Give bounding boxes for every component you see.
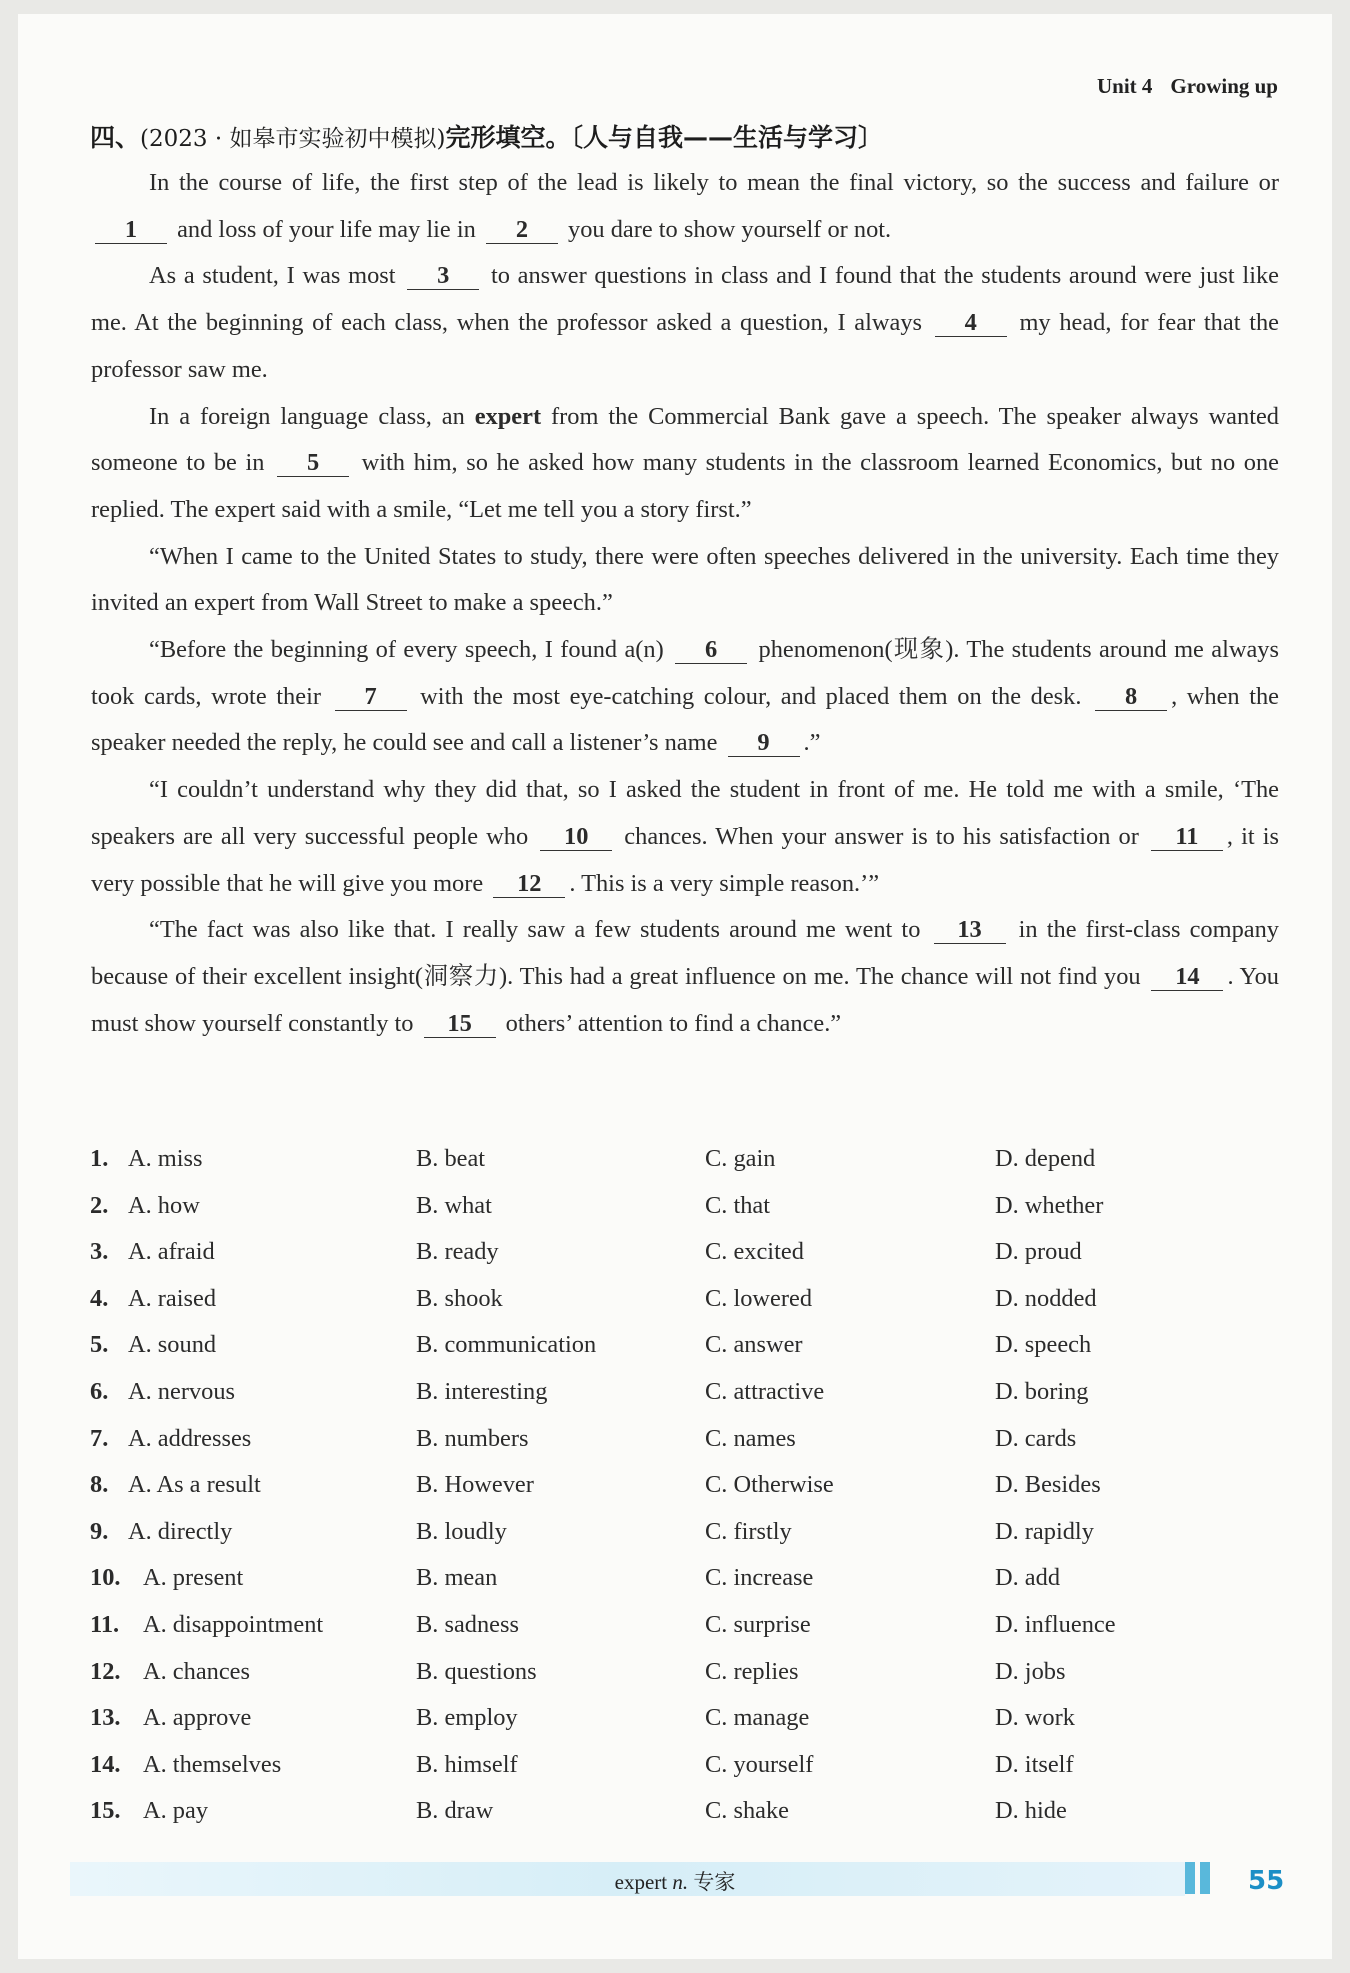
option-a[interactable]: A. As a result bbox=[128, 1471, 261, 1499]
passage-text: with the most eye-catching colour, and placed them on the desk. bbox=[410, 682, 1092, 710]
footer-meaning: 专家 bbox=[693, 1870, 736, 1894]
question-number: 2. bbox=[90, 1191, 109, 1219]
option-b[interactable]: B. shook bbox=[416, 1284, 503, 1312]
section-theme: 〔人与自我——生活与学习〕 bbox=[570, 123, 883, 152]
question-number: 9. bbox=[90, 1517, 109, 1545]
question-row bbox=[90, 1471, 1290, 1518]
unit-header bbox=[1097, 74, 1278, 99]
option-c[interactable]: C. firstly bbox=[705, 1517, 792, 1545]
passage-paragraph bbox=[91, 394, 1279, 534]
footer-bar bbox=[1200, 1862, 1210, 1894]
option-b[interactable]: B. However bbox=[416, 1471, 534, 1499]
blank-7[interactable]: 7 bbox=[335, 684, 407, 711]
option-a[interactable]: A. sound bbox=[128, 1331, 217, 1359]
section-task: 完形填空。 bbox=[445, 123, 571, 152]
option-c[interactable]: C. lowered bbox=[705, 1284, 813, 1312]
footer-bars bbox=[1185, 1862, 1215, 1894]
unit-topic: Growing up bbox=[1170, 74, 1278, 98]
option-c[interactable]: C. increase bbox=[705, 1564, 814, 1592]
passage-text: in the first-class company because of their excellent insight(洞察力). This had a great influence on me. The chance will not find you bbox=[91, 916, 1279, 990]
passage-text: “Before the beginning of every speech, I found a(n) bbox=[149, 636, 672, 664]
option-c[interactable]: C. replies bbox=[705, 1657, 799, 1685]
option-d[interactable]: D. proud bbox=[995, 1238, 1082, 1266]
blank-15[interactable]: 15 bbox=[424, 1011, 496, 1038]
option-c[interactable]: C. names bbox=[705, 1424, 796, 1452]
option-b[interactable]: B. questions bbox=[416, 1657, 537, 1685]
option-c[interactable]: C. excited bbox=[705, 1238, 804, 1266]
passage-text: “When I came to the United States to study, there were often speeches delivered in the university. Each time they invited an expert from Wall Street to make a speech.” bbox=[91, 542, 1279, 617]
blank-8[interactable]: 8 bbox=[1095, 684, 1167, 711]
question-row bbox=[90, 1611, 1290, 1658]
blank-11[interactable]: 11 bbox=[1151, 824, 1223, 851]
question-number: 11. bbox=[90, 1610, 120, 1638]
option-b[interactable]: B. mean bbox=[416, 1564, 498, 1592]
passage-text: , when the speaker needed the reply, he could see and call a listener’s name bbox=[91, 682, 1279, 757]
question-row bbox=[90, 1564, 1290, 1611]
option-c[interactable]: C. shake bbox=[705, 1797, 789, 1825]
passage-text: . This is a very simple reason.’” bbox=[569, 869, 880, 897]
passage-paragraph bbox=[91, 907, 1279, 1047]
question-row bbox=[90, 1751, 1290, 1798]
blank-4[interactable]: 4 bbox=[935, 310, 1007, 337]
question-number: 10. bbox=[90, 1564, 121, 1592]
passage-text: to answer questions in class and I found that the students around were just like me. At the beginning of each class, when the professor asked a question, I always bbox=[91, 262, 1279, 337]
option-a[interactable]: A. how bbox=[128, 1191, 200, 1219]
option-d[interactable]: D. jobs bbox=[995, 1657, 1066, 1685]
blank-5[interactable]: 5 bbox=[277, 450, 349, 477]
question-row bbox=[90, 1704, 1290, 1751]
option-a[interactable]: A. approve bbox=[143, 1704, 252, 1732]
option-a[interactable]: A. present bbox=[143, 1564, 244, 1592]
question-number: 1. bbox=[90, 1145, 109, 1172]
option-d[interactable]: D. influence bbox=[995, 1610, 1116, 1638]
passage-text: As a student, I was most bbox=[149, 262, 404, 290]
option-b[interactable]: B. ready bbox=[416, 1238, 499, 1266]
option-b[interactable]: B. communication bbox=[416, 1331, 597, 1359]
option-a[interactable]: A. directly bbox=[128, 1517, 233, 1545]
option-c[interactable]: C. that bbox=[705, 1191, 771, 1219]
option-c[interactable]: C. answer bbox=[705, 1331, 803, 1359]
option-d[interactable]: D. itself bbox=[995, 1750, 1074, 1778]
passage-text: , it is very possible that he will give you more bbox=[91, 822, 1279, 897]
option-b[interactable]: B. draw bbox=[416, 1797, 494, 1825]
option-d[interactable]: D. cards bbox=[995, 1424, 1077, 1452]
option-b[interactable]: B. employ bbox=[416, 1704, 518, 1732]
unit-label: Unit 4 bbox=[1096, 74, 1153, 98]
passage-text: you dare to show yourself or not. bbox=[561, 215, 892, 243]
passage-text: chances. When your answer is to his satisfaction or bbox=[616, 822, 1147, 850]
option-d[interactable]: D. rapidly bbox=[995, 1517, 1094, 1545]
passage-text: “The fact was also like that. I really saw a few students around me went to bbox=[149, 916, 930, 944]
option-c[interactable]: C. manage bbox=[705, 1704, 810, 1732]
passage-paragraph bbox=[91, 627, 1279, 767]
passage-text: . You must show yourself constantly to bbox=[91, 962, 1280, 1037]
blank-13[interactable]: 13 bbox=[934, 917, 1006, 944]
keyword: expert bbox=[474, 402, 542, 430]
option-b[interactable]: B. loudly bbox=[416, 1517, 507, 1545]
blank-14[interactable]: 14 bbox=[1151, 964, 1223, 991]
option-a[interactable]: A. nervous bbox=[128, 1377, 236, 1405]
blank-3[interactable]: 3 bbox=[407, 263, 479, 290]
question-number: 15. bbox=[90, 1797, 121, 1825]
question-row bbox=[90, 1192, 1290, 1239]
option-b[interactable]: B. himself bbox=[416, 1750, 518, 1778]
section-source: (2023 · 如皋市实验初中模拟) bbox=[140, 126, 446, 152]
passage-text: phenomenon(现象). The students around me always took cards, wrote their bbox=[91, 636, 1279, 710]
option-d[interactable]: D. whether bbox=[995, 1191, 1104, 1219]
question-number: 6. bbox=[90, 1377, 109, 1405]
passage-paragraph bbox=[91, 534, 1279, 627]
option-b[interactable]: B. interesting bbox=[416, 1377, 548, 1405]
blank-1[interactable]: 1 bbox=[95, 217, 167, 244]
footer-pos: n. bbox=[672, 1870, 689, 1894]
option-c[interactable]: C. attractive bbox=[705, 1377, 825, 1405]
option-a[interactable]: A. themselves bbox=[143, 1750, 282, 1778]
blank-12[interactable]: 12 bbox=[493, 871, 565, 898]
question-row bbox=[90, 1425, 1290, 1472]
option-a[interactable]: A. miss bbox=[128, 1145, 203, 1172]
option-d[interactable]: D. depend bbox=[995, 1145, 1096, 1172]
passage-paragraph bbox=[91, 253, 1279, 393]
question-row bbox=[90, 1331, 1290, 1378]
question-row bbox=[90, 1518, 1290, 1565]
option-d[interactable]: D. nodded bbox=[995, 1284, 1097, 1312]
section-title bbox=[90, 118, 883, 154]
question-number: 7. bbox=[90, 1424, 109, 1452]
option-c[interactable]: C. yourself bbox=[705, 1750, 814, 1778]
question-row bbox=[90, 1285, 1290, 1332]
question-number: 13. bbox=[90, 1704, 121, 1732]
blank-10[interactable]: 10 bbox=[540, 824, 612, 851]
passage-text: In the course of life, the first step of the lead is likely to mean the final victory, so the success and failure or bbox=[149, 169, 1279, 196]
footer-word: expert bbox=[614, 1870, 668, 1894]
option-a[interactable]: A. addresses bbox=[128, 1424, 252, 1452]
blank-9[interactable]: 9 bbox=[728, 730, 800, 757]
option-b[interactable]: B. numbers bbox=[416, 1424, 529, 1452]
question-row bbox=[90, 1797, 1290, 1844]
question-row bbox=[90, 1238, 1290, 1285]
option-b[interactable]: B. what bbox=[416, 1191, 492, 1219]
question-number: 4. bbox=[90, 1284, 109, 1312]
footer-vocab bbox=[0, 1866, 1350, 1896]
option-a[interactable]: A. afraid bbox=[128, 1238, 215, 1266]
question-number: 12. bbox=[90, 1657, 121, 1685]
option-a[interactable]: A. chances bbox=[143, 1657, 250, 1685]
passage-paragraph bbox=[91, 767, 1279, 907]
question-row bbox=[90, 1378, 1290, 1425]
option-b[interactable]: B. sadness bbox=[416, 1610, 519, 1638]
passage-text: my head, for fear that the professor saw me. bbox=[91, 309, 1279, 383]
cloze-passage bbox=[91, 160, 1279, 1047]
footer-bar bbox=[1185, 1862, 1195, 1894]
section-label: 四、 bbox=[90, 123, 141, 152]
option-b[interactable]: B. beat bbox=[416, 1145, 486, 1172]
passage-text: and loss of your life may lie in bbox=[171, 215, 482, 243]
option-d[interactable]: D. speech bbox=[995, 1331, 1092, 1359]
passage-text: others’ attention to find a chance.” bbox=[499, 1009, 842, 1037]
option-c[interactable]: C. surprise bbox=[705, 1610, 811, 1638]
option-a[interactable]: A. raised bbox=[128, 1284, 217, 1312]
option-a[interactable]: A. disappointment bbox=[143, 1610, 324, 1638]
option-c[interactable]: C. gain bbox=[705, 1145, 776, 1172]
page-number: 55 bbox=[1248, 1866, 1285, 1896]
option-d[interactable]: D. add bbox=[995, 1564, 1061, 1592]
option-d[interactable]: D. boring bbox=[995, 1377, 1089, 1405]
passage-text: from the Commercial Bank gave a speech. The speaker always wanted someone to be in bbox=[91, 402, 1279, 477]
option-c[interactable]: C. Otherwise bbox=[705, 1471, 834, 1499]
passage-text: In a foreign language class, an bbox=[149, 402, 475, 430]
passage-text: with him, so he asked how many students in the classroom learned Economics, but no one replied. The expert said with a smile, “Let me tell you a story first.” bbox=[91, 449, 1280, 523]
option-a[interactable]: A. pay bbox=[143, 1797, 209, 1825]
option-d[interactable]: D. Besides bbox=[995, 1471, 1101, 1499]
question-number: 3. bbox=[90, 1238, 109, 1266]
blank-6[interactable]: 6 bbox=[675, 637, 747, 664]
option-d[interactable]: D. work bbox=[995, 1704, 1075, 1732]
question-row bbox=[90, 1145, 1290, 1192]
question-number: 14. bbox=[90, 1750, 121, 1778]
passage-text: “I couldn’t understand why they did that, so I asked the student in front of me. He told me with a smile, ‘The speakers are all very successful people who bbox=[91, 776, 1279, 850]
passage-paragraph bbox=[91, 160, 1279, 253]
answer-options bbox=[90, 1145, 1290, 1844]
option-d[interactable]: D. hide bbox=[995, 1797, 1067, 1825]
blank-2[interactable]: 2 bbox=[486, 217, 558, 244]
question-number: 5. bbox=[90, 1331, 109, 1359]
question-row bbox=[90, 1658, 1290, 1705]
passage-text: .” bbox=[803, 729, 821, 757]
question-number: 8. bbox=[90, 1471, 109, 1499]
